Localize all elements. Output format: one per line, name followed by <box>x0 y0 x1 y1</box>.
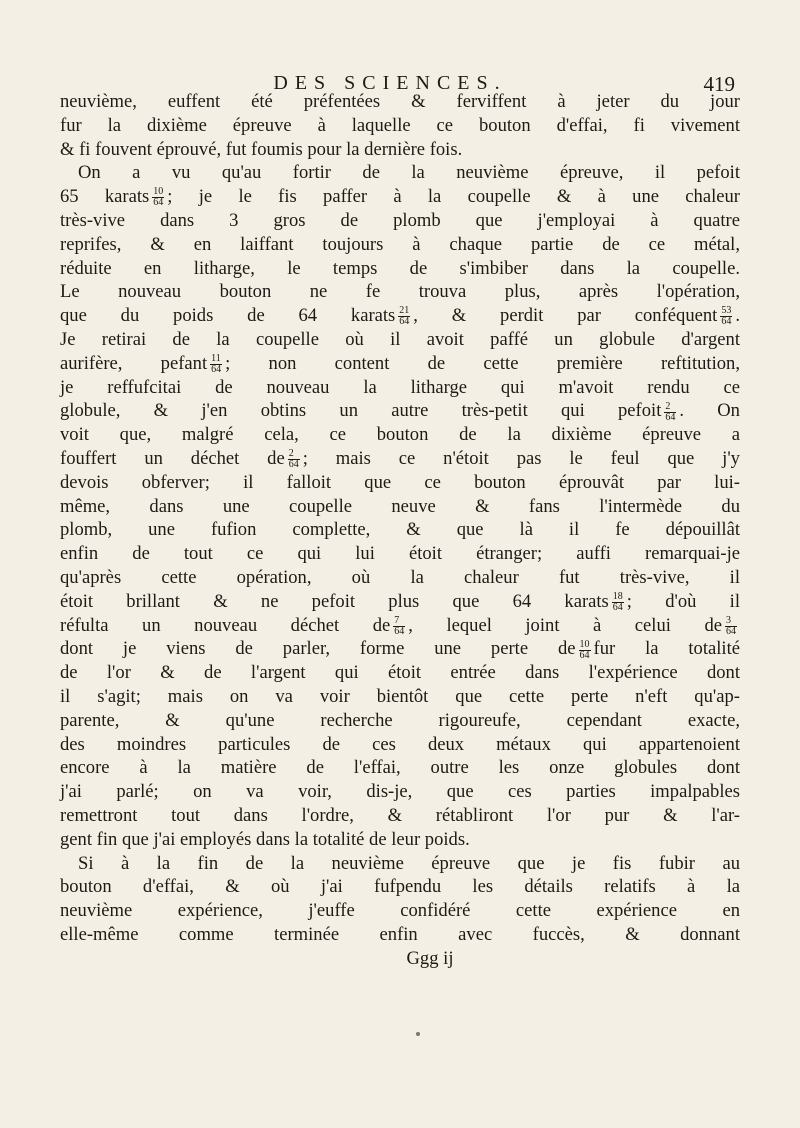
text-line <box>60 185 740 209</box>
line-text-after: ; mais ce n'étoit pas le feul que j'y <box>302 447 740 469</box>
text-line <box>60 495 740 519</box>
text-line <box>60 614 740 638</box>
text-line <box>60 590 740 614</box>
fraction-denominator: 64 <box>612 601 623 613</box>
text-line <box>60 423 740 447</box>
fraction-denominator: 64 <box>394 625 405 637</box>
fraction <box>152 187 164 208</box>
fraction-numerator: 53 <box>721 305 732 317</box>
line-text: des moindres particules de ces deux métaux qui appartenoient <box>60 733 740 755</box>
line-text: que du poids de 64 karats <box>60 305 396 327</box>
line-text-after: , & perdit par conféquent <box>413 305 718 327</box>
line-text: fur la dixième épreuve à laquelle ce bouton d'effai, fi vivement <box>60 114 740 136</box>
line-text: bouton d'effai, & où j'ai fufpendu les détails relatifs à la <box>60 876 740 898</box>
text-line <box>60 518 740 542</box>
line-text: fouffert un déchet de <box>60 447 285 469</box>
page-number: 419 <box>703 72 735 96</box>
fraction <box>210 354 222 375</box>
line-text-after: ; je le fis paffer à la coupelle & à une chaleur <box>167 186 740 208</box>
text-line <box>60 637 740 661</box>
text-line <box>60 471 740 495</box>
fraction <box>579 640 591 661</box>
text-line <box>60 780 740 804</box>
fraction-denominator: 64 <box>721 316 732 328</box>
text-line <box>60 233 740 257</box>
fraction <box>725 616 737 637</box>
line-text-after: ; non content de cette première reftitution, <box>225 352 740 374</box>
line-text: parente, & qu'une recherche rigoureufe, cependant exacte, <box>60 709 740 731</box>
text-line <box>60 209 740 233</box>
line-text: voit que, malgré cela, ce bouton de la dixième épreuve a <box>60 424 740 446</box>
fraction-numerator: 18 <box>612 590 623 602</box>
line-text: neuvième expérience, j'euffe confidéré cette expérience en <box>60 900 740 922</box>
fraction-denominator: 64 <box>288 459 299 471</box>
fraction-numerator: 11 <box>211 353 221 364</box>
line-text: même, dans une coupelle neuve & fans l'intermède du <box>60 495 740 517</box>
text-line <box>60 923 740 947</box>
fraction-denominator: 64 <box>726 625 736 637</box>
text-line <box>60 566 740 590</box>
line-text: neuvième, euffent été préfentées & ferviffent à jeter du jour <box>60 91 740 112</box>
text-line <box>60 328 740 352</box>
fraction <box>393 616 405 637</box>
line-text: Je retirai de la coupelle où il avoit paffé un globule d'argent <box>60 328 740 350</box>
fraction-denominator: 64 <box>665 411 676 423</box>
line-text: gent fin que j'ai employés dans la totalité de leur poids. <box>60 828 470 850</box>
line-text-after: ; d'où il <box>626 590 740 612</box>
text-line <box>60 257 740 281</box>
text-line <box>60 352 740 376</box>
text-line <box>60 852 740 876</box>
fraction-numerator: 2 <box>664 402 676 413</box>
text-line <box>60 90 740 114</box>
line-text: Le nouveau bouton ne fe trouva plus, après l'opération, <box>60 281 740 303</box>
text-line <box>60 138 740 162</box>
text-line <box>60 756 740 780</box>
fraction <box>664 402 676 423</box>
line-text-after: fur la totalité <box>593 638 741 660</box>
line-text: 65 karats <box>60 186 150 208</box>
fraction-numerator: 7 <box>393 616 405 627</box>
fraction-numerator: 21 <box>399 305 410 317</box>
text-line <box>60 661 740 685</box>
text-line <box>60 161 740 185</box>
text-line <box>60 899 740 923</box>
line-text: qu'après cette opération, où la chaleur fut très-vive, il <box>60 566 740 588</box>
line-text: elle-même comme terminée enfin avec fuccès, & donnant <box>60 923 740 945</box>
text-line <box>60 804 740 828</box>
fraction-numerator: 10 <box>153 186 164 198</box>
line-text: étoit brillant & ne pefoit plus que 64 karats <box>60 590 609 612</box>
line-text: remettront tout dans l'ordre, & rétabliront l'or pur & l'ar- <box>60 804 740 826</box>
fraction-denominator: 64 <box>579 649 590 661</box>
text-line <box>60 376 740 400</box>
text-line <box>60 875 740 899</box>
line-text-after: . <box>735 305 740 327</box>
line-text: & fi fouvent éprouvé, fut foumis pour la dernière fois. <box>60 138 463 160</box>
line-text: globule, & j'en obtins un autre très-petit qui pefoit <box>60 400 662 422</box>
line-text: j'ai parlé; on va voir, dis-je, que ces parties impalpables <box>60 781 740 803</box>
line-text: enfin de tout ce qui lui étoit étranger; auffi remarquai-je <box>60 543 740 565</box>
fraction <box>398 306 410 327</box>
line-text: plomb, une fufion complette, & que là il fe dépouillât <box>60 519 740 541</box>
ink-speck <box>416 1032 420 1036</box>
fraction <box>288 449 300 470</box>
text-line <box>60 828 740 852</box>
text-line <box>60 399 740 423</box>
text-line <box>60 447 740 471</box>
line-text: On a vu qu'au fortir de la neuvième épreuve, il pefoit <box>78 162 740 184</box>
line-text: devois obferver; il falloit que ce bouton éprouvât par lui- <box>60 471 740 493</box>
fraction-numerator: 3 <box>725 616 737 627</box>
fraction-numerator: 10 <box>579 638 590 650</box>
line-text: aurifère, pefant <box>60 352 208 374</box>
line-text: reprifes, & en laiffant toujours à chaque partie de ce métal, <box>60 233 740 255</box>
fraction-denominator: 64 <box>399 316 410 328</box>
fraction <box>720 306 732 327</box>
line-text: il s'agit; mais on va voir bientôt que cette perte n'eft qu'ap- <box>60 685 740 707</box>
text-line <box>60 685 740 709</box>
fraction <box>612 592 624 613</box>
text-line <box>60 733 740 757</box>
line-text: dont je viens de parler, forme une perte de <box>60 638 576 660</box>
line-text: je reffufcitai de nouveau la litharge qui m'avoit rendu ce <box>60 376 740 398</box>
fraction-numerator: 2 <box>288 449 300 460</box>
signature-mark: Ggg ij <box>406 947 454 969</box>
text-line <box>60 709 740 733</box>
text-line <box>60 304 740 328</box>
fraction-denominator: 64 <box>153 197 164 209</box>
line-text: encore à la matière de l'effai, outre les onze globules dont <box>60 757 740 779</box>
running-head: DES SCIENCES. <box>273 72 507 94</box>
text-line <box>60 280 740 304</box>
text-line <box>60 114 740 138</box>
fraction-denominator: 64 <box>211 364 222 375</box>
line-text-after: . On <box>679 400 740 422</box>
line-text: réduite en litharge, le temps de s'imbiber dans la coupelle. <box>60 257 740 279</box>
text-line <box>60 542 740 566</box>
line-text-after: , lequel joint à celui de <box>408 614 722 636</box>
line-text: de l'or & de l'argent qui étoit entrée dans l'expérience dont <box>60 662 740 684</box>
line-text: très-vive dans 3 gros de plomb que j'employai à quatre <box>60 209 740 231</box>
body-text <box>60 88 740 970</box>
line-text: réfulta un nouveau déchet de <box>60 614 391 636</box>
line-text: Si à la fin de la neuvième épreuve que je fis fubir au <box>78 852 740 874</box>
